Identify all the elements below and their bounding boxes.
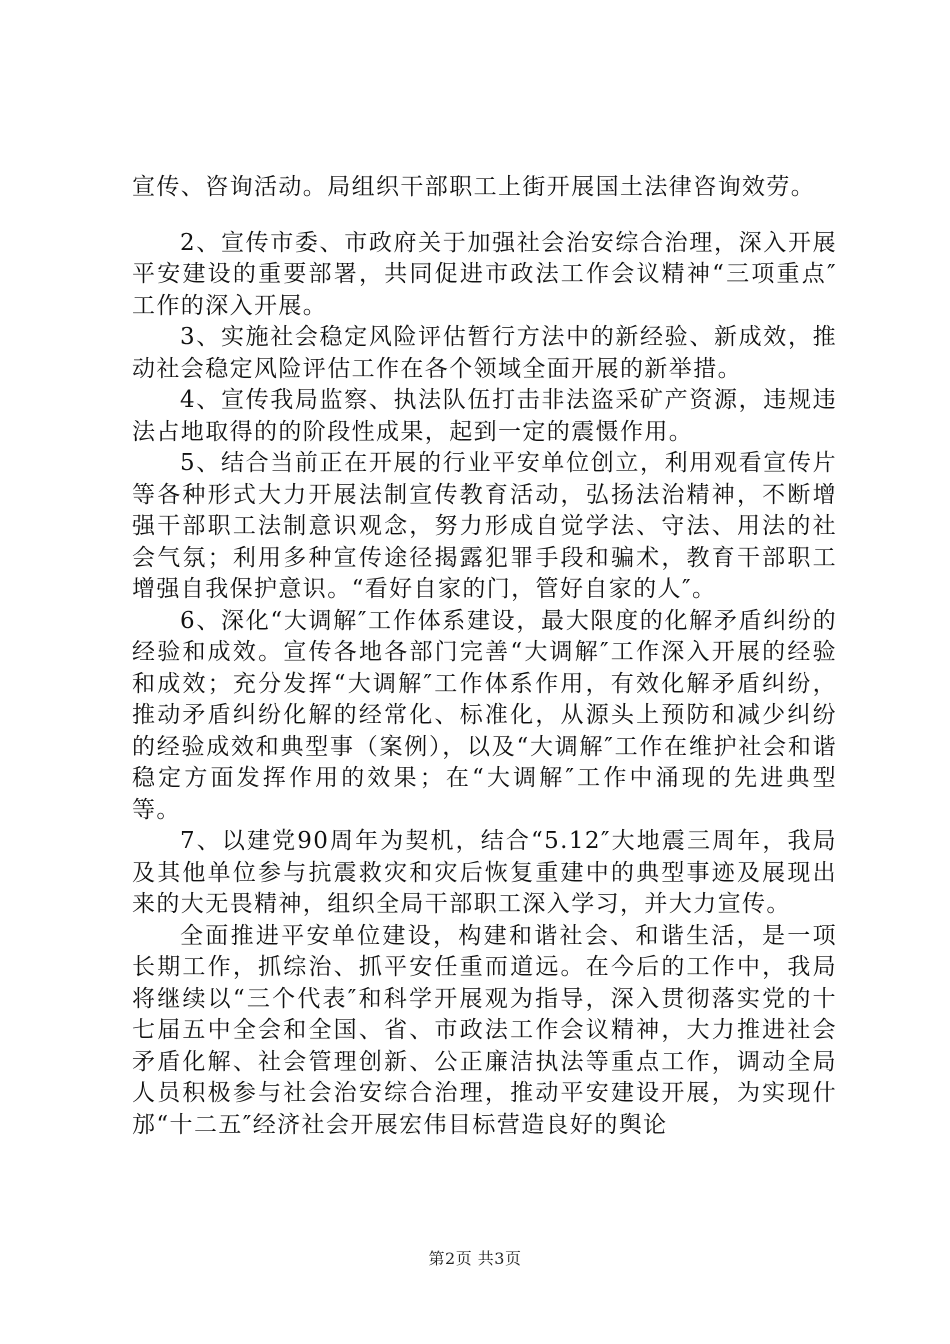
paragraph-item-2: 2、宣传市委、市政府关于加强社会治安综合治理，深入开展平安建设的重要部署，共同促进市政法工作会议精神“三项重点″工作的深入开展。	[132, 229, 837, 319]
paragraph-continuation: 宣传、咨询活动。局组织干部职工上街开展国土法律咨询效劳。	[132, 174, 816, 200]
paragraph-item-6: 6、深化“大调解″工作体系建设，最大限度的化解矛盾纠纷的经验和成效。宣传各地各部门完善“大调解″工作深入开展的经验和成效；充分发挥“大调解″工作体系作用，有效化解矛盾纠纷，推动矛盾纠纷化解的经常化、标准化，从源头上预防和减少纠纷的经验成效和典型事（案例），以及“大调解″工作在维护社会和谐稳定方面发挥作用的效果；在“大调解″工作中涌现的先进典型等。	[132, 607, 837, 823]
paragraph-item-5: 5、结合当前正在开展的行业平安单位创立，利用观看宣传片等各种形式大力开展法制宣传教育活动，弘扬法治精神，不断增强干部职工法制意识观念，努力形成自觉学法、守法、用法的社会气氛；利用多种宣传途径揭露犯罪手段和骗术，教育干部职工增强自我保护意识。“看好自家的门，管好自家的人″。	[132, 450, 837, 602]
paragraph-item-7: 7、以建党90周年为契机，结合“5.12″大地震三周年，我局及其他单位参与抗震救灾和灾后恢复重建中的典型事迹及展现出来的大无畏精神，组织全局干部职工深入学习，并大力宣传。	[132, 828, 837, 917]
paragraph-conclusion: 全面推进平安单位建设，构建和谐社会、和谐生活，是一项长期工作，抓综治、抓平安任重而道远。在今后的工作中，我局将继续以“三个代表″和科学开展观为指导，深入贯彻落实党的十七届五中全会和全国、省、市政法工作会议精神，大力推进社会矛盾化解、社会管理创新、公正廉洁执法等重点工作，调动全局人员积极参与社会治安综合治理，推动平安建设开展，为实现什邡“十二五″经济社会开展宏伟目标营造良好的舆论	[132, 922, 837, 1138]
page-footer: 第2页 共3页	[428, 1249, 522, 1268]
paragraph-item-4: 4、宣传我局监察、执法队伍打击非法盗采矿产资源，违规违法占地取得的的阶段性成果，起到一定的震慑作用。	[132, 387, 837, 445]
document-body	[132, 172, 837, 1141]
paragraph-item-3: 3、实施社会稳定风险评估暂行方法中的新经验、新成效，推动社会稳定风险评估工作在各个领域全面开展的新举措。	[132, 324, 837, 382]
